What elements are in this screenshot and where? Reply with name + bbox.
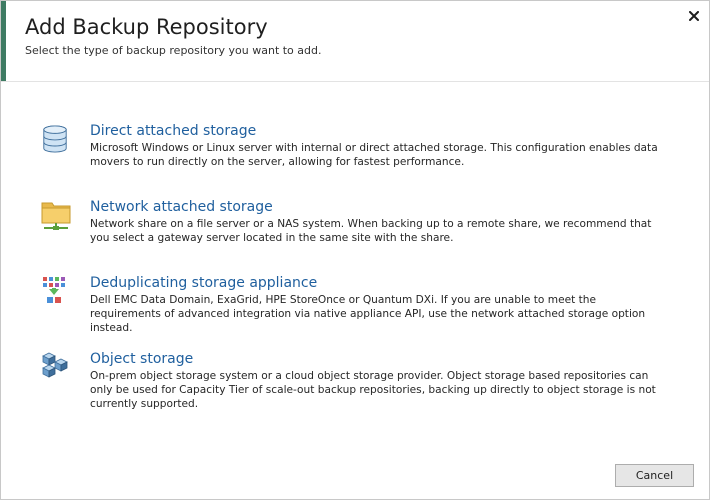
cancel-button[interactable]: Cancel	[615, 464, 694, 487]
option-description: On-prem object storage system or a cloud object storage provider. Object storage based repositories can only be used for Capacity Tier of scale-out backup repositories, backing up directly to object storage is not currently supported.	[90, 370, 656, 410]
option-description: Network share on a file server or a NAS system. When backing up to a remote share, we recommend that you select a gateway server located in the same site with the share.	[90, 218, 652, 244]
option-title[interactable]: Direct attached storage	[90, 123, 257, 139]
option-object-storage[interactable]	[41, 351, 681, 411]
option-description: Dell EMC Data Domain, ExaGrid, HPE StoreOnce or Quantum DXi. If you are unable to meet the requirements of advanced integration via native appliance API, use the network attached storage option instead.	[90, 294, 646, 334]
close-icon	[689, 11, 699, 21]
object-storage-icon	[41, 351, 69, 381]
database-icon	[41, 125, 69, 153]
close-button[interactable]	[685, 7, 703, 25]
option-description: Microsoft Windows or Linux server with internal or direct attached storage. This configuration enables data movers to run directly on the server, allowing for fastest performance.	[90, 142, 658, 168]
option-network-attached-storage[interactable]	[41, 199, 681, 245]
option-title[interactable]: Deduplicating storage appliance	[90, 275, 318, 291]
header-accent-bar	[1, 1, 6, 81]
option-deduplicating-storage-appliance[interactable]	[41, 275, 681, 334]
dedup-appliance-icon	[41, 275, 69, 307]
option-direct-attached-storage[interactable]	[41, 123, 681, 169]
dialog-title: Add Backup Repository	[25, 15, 268, 39]
network-folder-icon	[41, 199, 71, 231]
option-title[interactable]: Object storage	[90, 351, 194, 367]
dialog-header	[1, 1, 709, 82]
dialog-subtitle: Select the type of backup repository you want to add.	[25, 44, 322, 57]
option-title[interactable]: Network attached storage	[90, 199, 273, 215]
